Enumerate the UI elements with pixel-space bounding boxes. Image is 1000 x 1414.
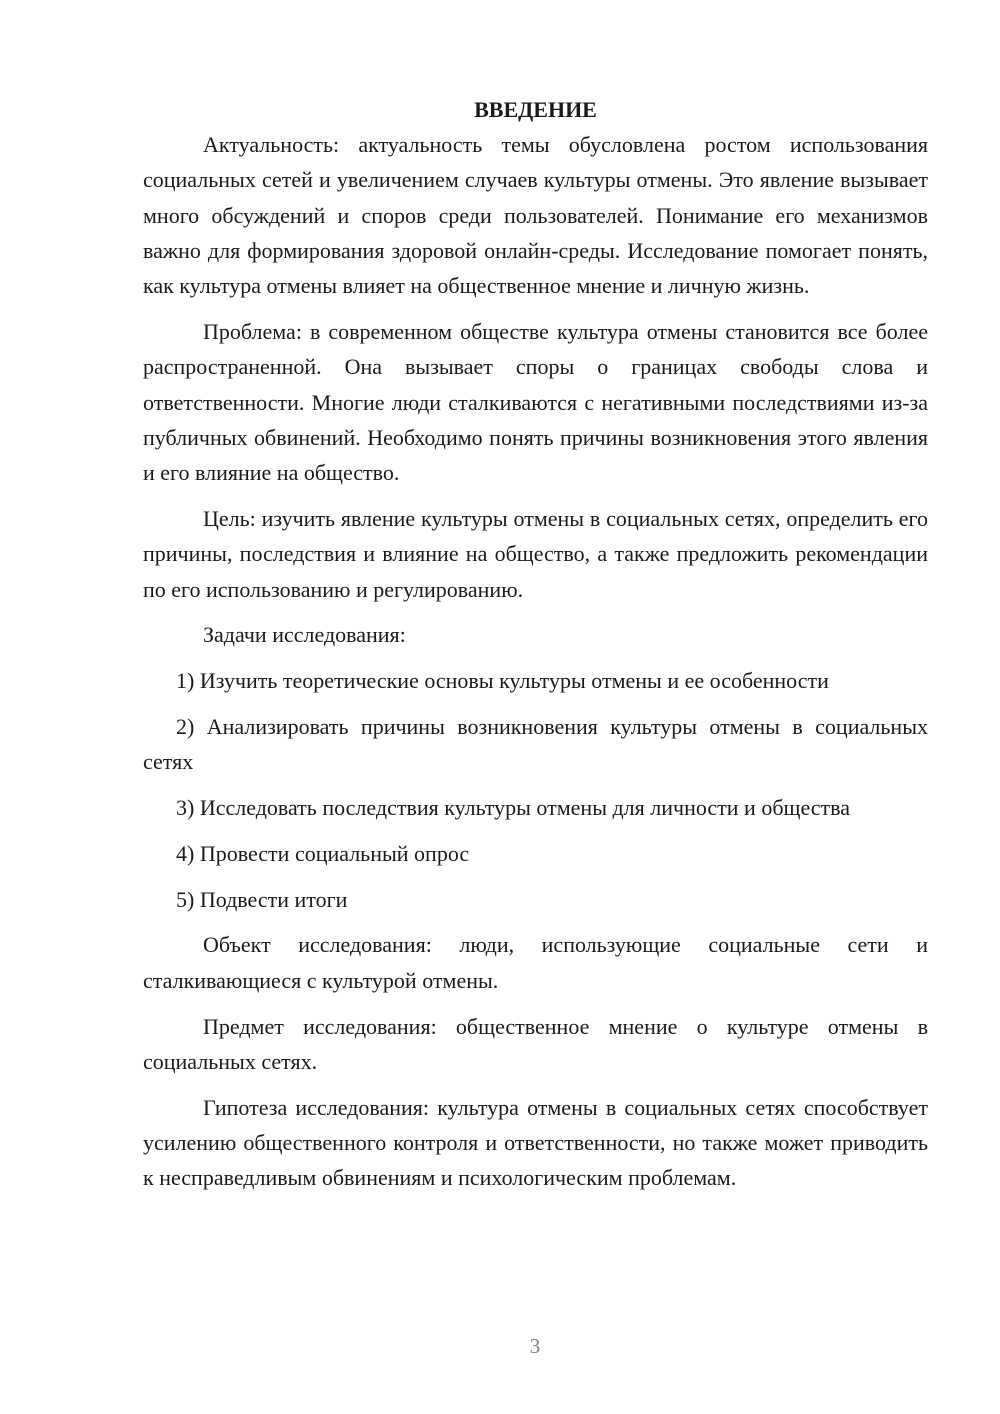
paragraph-hypothesis: Гипотеза исследования: культура отмены в социальных сетях способствует усилению общественного контроля и ответственности, но также может приводить к несправедливым обвинениям и психологическим проблемам. <box>143 1094 928 1191</box>
task-item-2: 2) Анализировать причины возникновения культуры отмены в социальных сетях <box>143 713 928 775</box>
paragraph-relevance: Актуальность: актуальность темы обусловлена ростом использования социальных сетей и увеличением случаев культуры отмены. Это явление вызывает много обсуждений и споров среди пользователей. Понимание его механизмов важно для формирования здоровой онлайн-среды. Исследование помогает понять, как культура отмены влияет на общественное мнение и личную жизнь. <box>143 132 928 299</box>
document-page <box>143 92 928 1196</box>
section-title: ВВЕДЕНИЕ <box>474 97 597 122</box>
paragraph-problem: Проблема: в современном обществе культура отмены становится все более распространенной. Она вызывает споры о границах свободы слова и ответственности. Многие люди сталкиваются с негативными последствиями из-за публичных обвинений. Необходимо понять причины возникновения этого явления и его влияние на общество. <box>143 318 928 486</box>
paragraph-tasks-heading: Задачи исследования: <box>203 622 406 648</box>
paragraph-object: Объект исследования: люди, использующие социальные сети и сталкивающиеся с культурой отмены. <box>143 932 928 993</box>
task-item-5: 5) Подвести итоги <box>176 886 348 912</box>
task-item-3: 3) Исследовать последствия культуры отмены для личности и общества <box>176 795 851 821</box>
task-item-1: 1) Изучить теоретические основы культуры отмены и ее особенности <box>176 668 829 694</box>
page-number: 3 <box>529 1334 541 1358</box>
task-item-4: 4) Провести социальный опрос <box>176 840 470 866</box>
paragraph-subject: Предмет исследования: общественное мнение о культуре отмены в социальных сетях. <box>143 1013 928 1074</box>
paragraph-goal: Цель: изучить явление культуры отмены в социальных сетях, определить его причины, последствия и влияние на общество, а также предложить рекомендации по его использованию и регулированию. <box>143 505 928 602</box>
